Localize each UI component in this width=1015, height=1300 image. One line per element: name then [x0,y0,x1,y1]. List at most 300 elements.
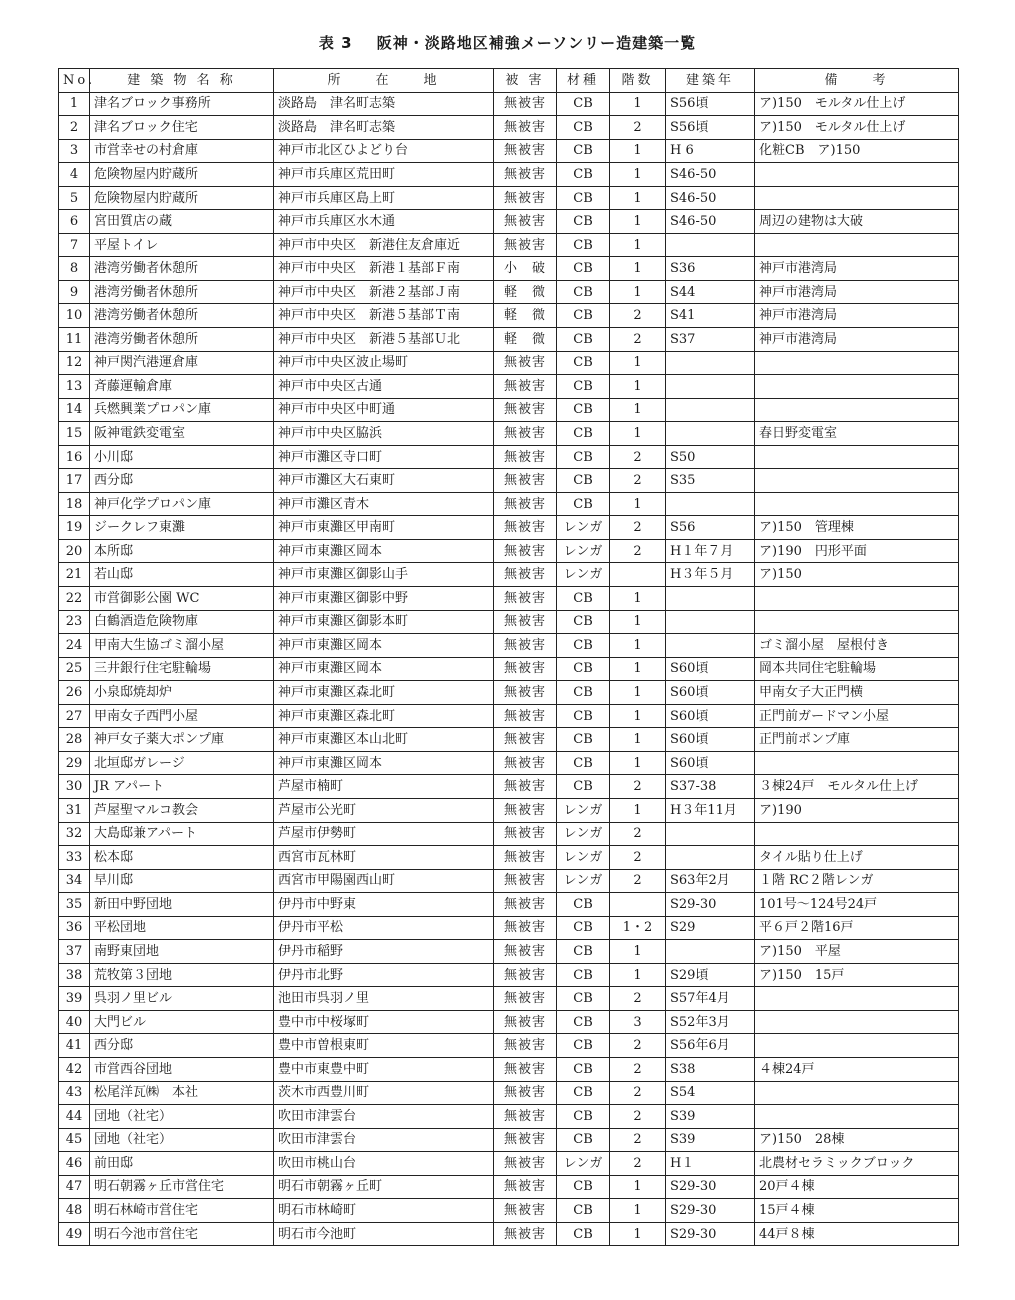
table-row [59,563,959,587]
cell-material: CB [557,1128,610,1152]
cell-name: 港湾労働者休憩所 [90,328,274,352]
cell-no: 31 [59,798,90,822]
table-row [59,1175,959,1199]
cell-location: 芦屋市伊勢町 [274,822,494,846]
cell-year: S29-30 [666,1199,755,1223]
cell-remarks [755,1034,959,1058]
cell-floors: 1 [610,233,666,257]
cell-name: 津名ブロック事務所 [90,92,274,116]
cell-floors: 1 [610,186,666,210]
table-row [59,1222,959,1246]
table-row [59,893,959,917]
cell-material: レンガ [557,539,610,563]
cell-floors: 1 [610,210,666,234]
table-body [59,92,959,1246]
table-number: 表 3 [318,34,353,52]
cell-location: 神戸市中央区古通 [274,375,494,399]
cell-material: CB [557,116,610,140]
cell-year: S29頃 [666,963,755,987]
cell-material: CB [557,987,610,1011]
cell-floors: 2 [610,1081,666,1105]
cell-no: 38 [59,963,90,987]
cell-damage: 無被害 [494,163,557,187]
cell-floors: 1 [610,704,666,728]
cell-name: 新田中野団地 [90,893,274,917]
cell-floors: 1 [610,657,666,681]
cell-name: 大門ビル [90,1010,274,1034]
cell-damage: 無被害 [494,587,557,611]
cell-location: 神戸市東灘区御影本町 [274,610,494,634]
cell-remarks: 正門前ガードマン小屋 [755,704,959,728]
cell-year: H３年５月 [666,563,755,587]
cell-name: 危険物屋内貯蔵所 [90,163,274,187]
cell-location: 豊中市東豊中町 [274,1057,494,1081]
cell-year: S29 [666,916,755,940]
cell-material: レンガ [557,563,610,587]
cell-location: 豊中市中桜塚町 [274,1010,494,1034]
cell-no: 18 [59,492,90,516]
cell-floors: 2 [610,469,666,493]
cell-remarks: 化粧CB ア)150 [755,139,959,163]
cell-name: 白鶴酒造危険物庫 [90,610,274,634]
cell-floors: 2 [610,822,666,846]
cell-damage: 無被害 [494,398,557,422]
cell-material: CB [557,186,610,210]
header-no: No. [59,69,90,93]
cell-material: CB [557,963,610,987]
cell-location: 神戸市中央区 新港住友倉庫近 [274,233,494,257]
cell-damage: 無被害 [494,775,557,799]
table-row [59,469,959,493]
cell-location: 明石市林崎町 [274,1199,494,1223]
cell-floors: 1 [610,798,666,822]
cell-name: 芦屋聖マルコ教会 [90,798,274,822]
cell-damage: 無被害 [494,1057,557,1081]
cell-no: 8 [59,257,90,281]
cell-year [666,351,755,375]
cell-location: 神戸市兵庫区水木通 [274,210,494,234]
cell-damage: 無被害 [494,539,557,563]
cell-floors: 2 [610,304,666,328]
cell-floors: 2 [610,445,666,469]
cell-name: 荒牧第３団地 [90,963,274,987]
header-material: 材種 [557,69,610,93]
cell-floors: 2 [610,846,666,870]
cell-material: CB [557,610,610,634]
cell-no: 15 [59,422,90,446]
cell-no: 39 [59,987,90,1011]
cell-damage: 無被害 [494,1128,557,1152]
cell-remarks: 神戸市港湾局 [755,328,959,352]
cell-no: 26 [59,681,90,705]
cell-floors: 1 [610,940,666,964]
cell-year: S60頃 [666,704,755,728]
cell-remarks [755,1010,959,1034]
table-row [59,492,959,516]
cell-no: 22 [59,587,90,611]
cell-name: 港湾労働者休憩所 [90,304,274,328]
cell-damage: 無被害 [494,610,557,634]
table-row [59,1128,959,1152]
cell-floors: 1 [610,422,666,446]
cell-location: 神戸市兵庫区荒田町 [274,163,494,187]
cell-remarks: 44戸８棟 [755,1222,959,1246]
cell-material: CB [557,1199,610,1223]
table-row [59,422,959,446]
cell-name: 平屋トイレ [90,233,274,257]
cell-no: 24 [59,634,90,658]
cell-damage: 小 破 [494,257,557,281]
table-row [59,304,959,328]
table-row [59,963,959,987]
cell-name: 港湾労働者休憩所 [90,280,274,304]
cell-location: 神戸市中央区 新港５基部Ｔ南 [274,304,494,328]
cell-location: 神戸市東灘区御影中野 [274,587,494,611]
cell-year: S46-50 [666,186,755,210]
cell-floors: 1 [610,1199,666,1223]
cell-no: 45 [59,1128,90,1152]
cell-material: CB [557,587,610,611]
cell-remarks [755,751,959,775]
cell-remarks: ア)150 モルタル仕上げ [755,92,959,116]
cell-location: 西宮市甲陽園西山町 [274,869,494,893]
cell-remarks: ア)150 15戸 [755,963,959,987]
cell-damage: 無被害 [494,846,557,870]
cell-name: 前田邸 [90,1152,274,1176]
cell-remarks: ア)190 [755,798,959,822]
cell-name: 明石今池市営住宅 [90,1222,274,1246]
cell-no: 46 [59,1152,90,1176]
table-row [59,375,959,399]
cell-remarks [755,1105,959,1129]
cell-location: 神戸市東灘区本山北町 [274,728,494,752]
cell-location: 吹田市桃山台 [274,1152,494,1176]
table-row [59,728,959,752]
cell-year [666,492,755,516]
cell-floors: 2 [610,775,666,799]
cell-material: CB [557,634,610,658]
cell-location: 神戸市灘区寺口町 [274,445,494,469]
cell-remarks: 神戸市港湾局 [755,257,959,281]
cell-floors: 2 [610,516,666,540]
cell-damage: 軽 微 [494,304,557,328]
cell-remarks: タイル貼り仕上げ [755,846,959,870]
cell-name: 神戸化学プロパン庫 [90,492,274,516]
cell-year [666,846,755,870]
cell-name: 小泉邸焼却炉 [90,681,274,705]
header-name: 建 築 物 名 称 [90,69,274,93]
cell-damage: 無被害 [494,1175,557,1199]
cell-floors: 1 [610,492,666,516]
cell-floors: 2 [610,987,666,1011]
table-row [59,1034,959,1058]
cell-no: 33 [59,846,90,870]
cell-name: 平松団地 [90,916,274,940]
cell-damage: 無被害 [494,657,557,681]
cell-floors: 2 [610,328,666,352]
cell-remarks: ３棟24戸 モルタル仕上げ [755,775,959,799]
cell-material: CB [557,940,610,964]
cell-no: 41 [59,1034,90,1058]
cell-year: S60頃 [666,728,755,752]
cell-location: 神戸市中央区脇浜 [274,422,494,446]
cell-material: CB [557,893,610,917]
cell-year [666,233,755,257]
table-row [59,1010,959,1034]
cell-no: 16 [59,445,90,469]
cell-remarks: 岡本共同住宅駐輪場 [755,657,959,681]
cell-year: H１年７月 [666,539,755,563]
cell-year: S54 [666,1081,755,1105]
cell-damage: 無被害 [494,469,557,493]
cell-remarks: 春日野変電室 [755,422,959,446]
cell-name: 兵燃興業プロパン庫 [90,398,274,422]
cell-floors: 2 [610,1034,666,1058]
cell-no: 4 [59,163,90,187]
cell-location: 豊中市曽根東町 [274,1034,494,1058]
cell-location: 伊丹市平松 [274,916,494,940]
table-row [59,775,959,799]
header-damage: 被 害 [494,69,557,93]
cell-year: S56頃 [666,92,755,116]
cell-name: 市営御影公園 WC [90,587,274,611]
cell-year: S41 [666,304,755,328]
cell-damage: 無被害 [494,681,557,705]
table-title: 阪神・淡路地区補強メーソンリー造建築一覧 [376,34,697,52]
table-row [59,634,959,658]
cell-name: 港湾労働者休憩所 [90,257,274,281]
table-row [59,398,959,422]
cell-damage: 無被害 [494,422,557,446]
cell-year: S44 [666,280,755,304]
cell-material: レンガ [557,1152,610,1176]
cell-no: 27 [59,704,90,728]
cell-year: S63年2月 [666,869,755,893]
cell-remarks [755,610,959,634]
cell-floors: 1 [610,163,666,187]
cell-location: 吹田市津雲台 [274,1128,494,1152]
cell-floors: 1 [610,280,666,304]
cell-remarks: ア)190 円形平面 [755,539,959,563]
cell-damage: 無被害 [494,916,557,940]
cell-name: 小川邸 [90,445,274,469]
cell-material: CB [557,1222,610,1246]
cell-no: 40 [59,1010,90,1034]
cell-material: CB [557,210,610,234]
cell-material: レンガ [557,822,610,846]
cell-damage: 無被害 [494,963,557,987]
cell-damage: 無被害 [494,1010,557,1034]
cell-location: 神戸市東灘区岡本 [274,751,494,775]
cell-no: 6 [59,210,90,234]
cell-remarks: ア)150 [755,563,959,587]
table-row [59,445,959,469]
cell-material: CB [557,163,610,187]
cell-year: S56 [666,516,755,540]
table-row [59,681,959,705]
cell-name: 甲南女子西門小屋 [90,704,274,728]
cell-damage: 無被害 [494,139,557,163]
cell-remarks: ア)150 管理棟 [755,516,959,540]
cell-location: 明石市今池町 [274,1222,494,1246]
cell-no: 35 [59,893,90,917]
cell-no: 23 [59,610,90,634]
cell-material: CB [557,280,610,304]
cell-floors: 1 [610,681,666,705]
cell-name: 明石朝霧ヶ丘市営住宅 [90,1175,274,1199]
cell-year: S56年6月 [666,1034,755,1058]
cell-year: S35 [666,469,755,493]
cell-name: 南野東団地 [90,940,274,964]
cell-remarks: ア)150 平屋 [755,940,959,964]
table-row [59,610,959,634]
cell-name: ジークレフ東灘 [90,516,274,540]
table-row [59,940,959,964]
cell-damage: 無被害 [494,492,557,516]
cell-floors: 2 [610,869,666,893]
cell-location: 神戸市東灘区森北町 [274,704,494,728]
cell-year: H１ [666,1152,755,1176]
cell-no: 13 [59,375,90,399]
cell-floors: 1 [610,1175,666,1199]
cell-name: 三井銀行住宅駐輪場 [90,657,274,681]
cell-name: 大島邸兼アパート [90,822,274,846]
cell-damage: 無被害 [494,92,557,116]
cell-material: CB [557,304,610,328]
cell-floors: 1 [610,398,666,422]
cell-material: レンガ [557,869,610,893]
cell-no: 34 [59,869,90,893]
table-row [59,704,959,728]
buildings-table [58,68,959,1246]
cell-floors: 1 [610,728,666,752]
cell-year [666,634,755,658]
cell-no: 12 [59,351,90,375]
cell-location: 神戸市中央区波止場町 [274,351,494,375]
table-row [59,987,959,1011]
cell-year: H３年11月 [666,798,755,822]
cell-name: 神戸女子薬大ポンプ庫 [90,728,274,752]
cell-location: 伊丹市北野 [274,963,494,987]
cell-floors: 2 [610,1057,666,1081]
header-location: 所 在 地 [274,69,494,93]
cell-damage: 無被害 [494,893,557,917]
cell-damage: 無被害 [494,116,557,140]
cell-floors: 1 [610,1222,666,1246]
cell-year: S57年4月 [666,987,755,1011]
cell-floors: 1 [610,751,666,775]
cell-material: CB [557,328,610,352]
cell-name: 北垣邸ガレージ [90,751,274,775]
cell-damage: 無被害 [494,351,557,375]
cell-floors: 1 [610,375,666,399]
cell-year: H 6 [666,139,755,163]
cell-location: 神戸市中央区 新港５基部Ｕ北 [274,328,494,352]
table-row [59,280,959,304]
cell-year: S37 [666,328,755,352]
cell-no: 9 [59,280,90,304]
cell-damage: 無被害 [494,1152,557,1176]
cell-material: CB [557,398,610,422]
cell-location: 神戸市東灘区御影山手 [274,563,494,587]
cell-damage: 無被害 [494,987,557,1011]
cell-material: CB [557,704,610,728]
cell-floors: 2 [610,1128,666,1152]
cell-damage: 無被害 [494,563,557,587]
cell-location: 伊丹市中野東 [274,893,494,917]
cell-no: 20 [59,539,90,563]
cell-year: S46-50 [666,163,755,187]
cell-material: CB [557,1105,610,1129]
cell-location: 神戸市中央区 新港２基部Ｊ南 [274,280,494,304]
cell-no: 17 [59,469,90,493]
cell-remarks [755,987,959,1011]
cell-name: 斉藤運輸倉庫 [90,375,274,399]
cell-location: 神戸市兵庫区島上町 [274,186,494,210]
cell-remarks: 101号〜124号24戸 [755,893,959,917]
cell-material: CB [557,751,610,775]
cell-floors: 2 [610,1152,666,1176]
cell-floors: 2 [610,1105,666,1129]
cell-damage: 無被害 [494,516,557,540]
cell-year: S52年3月 [666,1010,755,1034]
cell-floors: 3 [610,1010,666,1034]
table-row [59,210,959,234]
table-row [59,798,959,822]
cell-name: 市営幸せの村倉庫 [90,139,274,163]
cell-year [666,587,755,611]
cell-name: 阪神電鉄変電室 [90,422,274,446]
cell-no: 32 [59,822,90,846]
cell-remarks: 平６戸２階16戸 [755,916,959,940]
cell-no: 7 [59,233,90,257]
cell-material: CB [557,445,610,469]
cell-material: CB [557,233,610,257]
cell-damage: 無被害 [494,822,557,846]
cell-no: 2 [59,116,90,140]
table-row [59,92,959,116]
header-row [59,69,959,93]
cell-year: S38 [666,1057,755,1081]
cell-floors: 2 [610,116,666,140]
cell-material: CB [557,681,610,705]
cell-damage: 無被害 [494,1199,557,1223]
cell-no: 42 [59,1057,90,1081]
cell-location: 吹田市津雲台 [274,1105,494,1129]
cell-location: 淡路島 津名町志築 [274,116,494,140]
cell-name: 津名ブロック住宅 [90,116,274,140]
cell-year [666,375,755,399]
cell-year: S39 [666,1105,755,1129]
table-row [59,328,959,352]
cell-remarks [755,492,959,516]
cell-damage: 無被害 [494,798,557,822]
cell-location: 神戸市東灘区岡本 [274,657,494,681]
cell-year [666,422,755,446]
cell-year [666,940,755,964]
table-row [59,116,959,140]
table-row [59,516,959,540]
cell-remarks: 北農材セラミックブロック [755,1152,959,1176]
cell-damage: 無被害 [494,634,557,658]
cell-no: 3 [59,139,90,163]
cell-material: CB [557,92,610,116]
cell-remarks: ア)150 モルタル仕上げ [755,116,959,140]
cell-year [666,822,755,846]
cell-year: S37-38 [666,775,755,799]
cell-remarks [755,375,959,399]
cell-location: 茨木市西豊川町 [274,1081,494,1105]
